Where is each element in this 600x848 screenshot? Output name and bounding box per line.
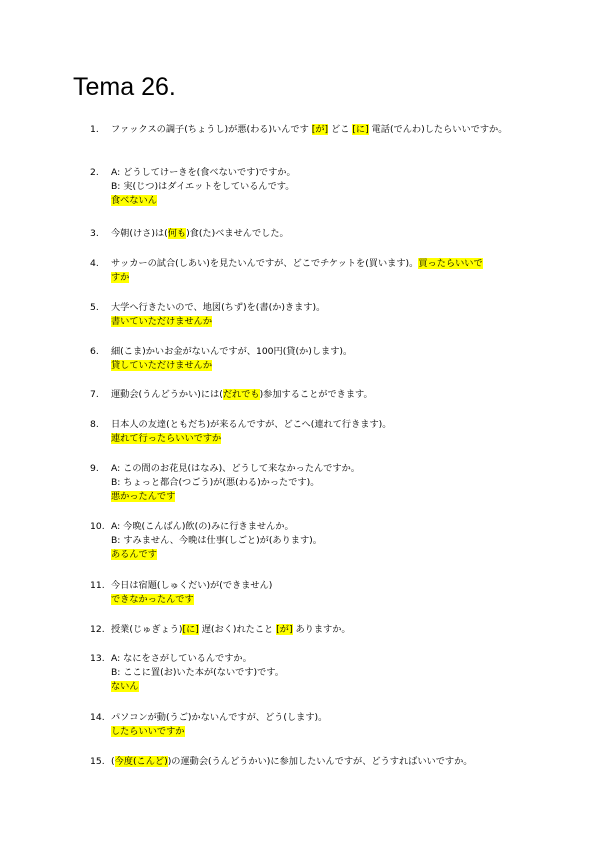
item-body <box>111 462 531 505</box>
item-body <box>111 579 531 607</box>
item-body <box>111 301 531 329</box>
question-text: ファックスの調子(ちょうし)が悪(わる)いんです <box>111 124 312 135</box>
item-body <box>111 418 531 446</box>
item-number: 4. <box>90 258 99 269</box>
answer-highlight: 悪かったんです <box>111 491 176 503</box>
dialog-line-a: A: なにをさがしているんですか。 <box>111 653 252 664</box>
item-number: 10. <box>90 521 105 532</box>
highlight-answer: [が] <box>311 124 329 135</box>
highlight-answer: 今度(こんど) <box>114 756 168 767</box>
item-number: 11. <box>90 580 105 591</box>
question-text: 今朝(けさ)は( <box>111 228 168 239</box>
page-title: Tema 26. <box>73 73 176 101</box>
question-text: 細(こま)かいお金がないんですが、100円(貸(か)します)。 <box>111 346 353 357</box>
highlight-answer: すか <box>111 272 130 284</box>
answer-highlight: 連れて行ったらいいですか <box>111 433 222 445</box>
question-text: サッカーの試合(しあい)を見たいんですが、どこでチケットを(買います)。 <box>111 258 419 269</box>
question-text: 運動会(うんどうかい)には( <box>111 389 223 400</box>
dialog-line-a: A: 今晩(こんばん)飲(の)みに行きませんか。 <box>111 521 294 532</box>
item-body <box>111 166 531 209</box>
question-text: ( <box>111 756 115 767</box>
question-text: )参加することができます。 <box>259 389 373 400</box>
item-number: 6. <box>90 346 99 357</box>
answer-highlight: 書いていただけませんか <box>111 316 213 328</box>
question-text: )食(た)べませんでした。 <box>186 228 289 239</box>
answer-highlight: できなかったんです <box>111 594 194 606</box>
answer-highlight: したらいいですか <box>111 726 185 738</box>
answer-highlight: 食べないん <box>111 195 157 207</box>
dialog-line-a: A: どうしてけーきを(食べないです)ですか。 <box>111 167 296 178</box>
item-question <box>111 257 531 285</box>
highlight-answer: だれでも <box>222 389 260 400</box>
question-text: パソコンが動(うご)かないんですが、どう(します)。 <box>111 712 328 723</box>
item-number: 9. <box>90 463 99 474</box>
dialog-line-a: A: この間のお花見(はなみ)、どうして来なかったんですか。 <box>111 463 360 474</box>
question-text: 大学へ行きたいので、地図(ちず)を(書(か)きます)。 <box>111 302 326 313</box>
item-number: 2. <box>90 167 99 178</box>
item-number: 1. <box>90 124 99 135</box>
highlight-answer: 何も <box>167 228 187 239</box>
answer-highlight: あるんです <box>111 549 157 561</box>
question-text: 日本人の友達(ともだち)が来るんですが、どこへ(連れて行きます)。 <box>111 419 392 430</box>
item-question <box>111 388 531 402</box>
item-body <box>111 345 531 373</box>
item-body <box>111 711 531 739</box>
item-number: 8. <box>90 419 99 430</box>
dialog-line-b: B: ちょっと都合(つごう)が(悪(わる)かったです)。 <box>111 477 320 489</box>
item-body <box>111 652 531 695</box>
item-number: 12. <box>90 624 105 635</box>
answer-highlight: ないん <box>111 681 139 693</box>
dialog-line-b: B: すみません、今晩は仕事(しごと)が(あります)。 <box>111 535 322 547</box>
dialog-line-b: B: 実(じつ)はダイエットをしているんです。 <box>111 181 295 193</box>
question-text: 電話(でんわ)したらいいですか。 <box>368 124 508 135</box>
question-text: ありますか。 <box>292 624 351 635</box>
highlight-answer: [に] <box>352 124 369 135</box>
item-number: 3. <box>90 228 99 239</box>
item-question <box>111 227 531 241</box>
item-number: 14. <box>90 712 105 723</box>
item-number: 15. <box>90 756 105 767</box>
item-number: 5. <box>90 302 99 313</box>
question-text: 授業(じゅぎょう) <box>111 624 183 635</box>
highlight-answer: [が] <box>276 624 293 635</box>
highlight-answer: [に] <box>182 624 199 635</box>
item-question <box>111 755 531 769</box>
dialog-line-b: B: ここに置(お)いた本が(ないです)です。 <box>111 667 284 679</box>
question-text: 今日は宿題(しゅくだい)が(できません) <box>111 580 273 591</box>
item-body <box>111 520 531 563</box>
question-text: )の運動会(うんどうかい)に参加したいんですが、どうすればいいですか。 <box>167 756 473 767</box>
item-question <box>111 123 531 137</box>
item-number: 13. <box>90 653 105 664</box>
item-question <box>111 623 531 637</box>
highlight-answer: 買ったらいいで <box>418 258 483 269</box>
answer-highlight: 貸していただけませんか <box>111 360 213 372</box>
item-number: 7. <box>90 389 99 400</box>
question-text: どこ <box>328 124 353 135</box>
question-text: 遅(おく)れたこと <box>198 624 277 635</box>
